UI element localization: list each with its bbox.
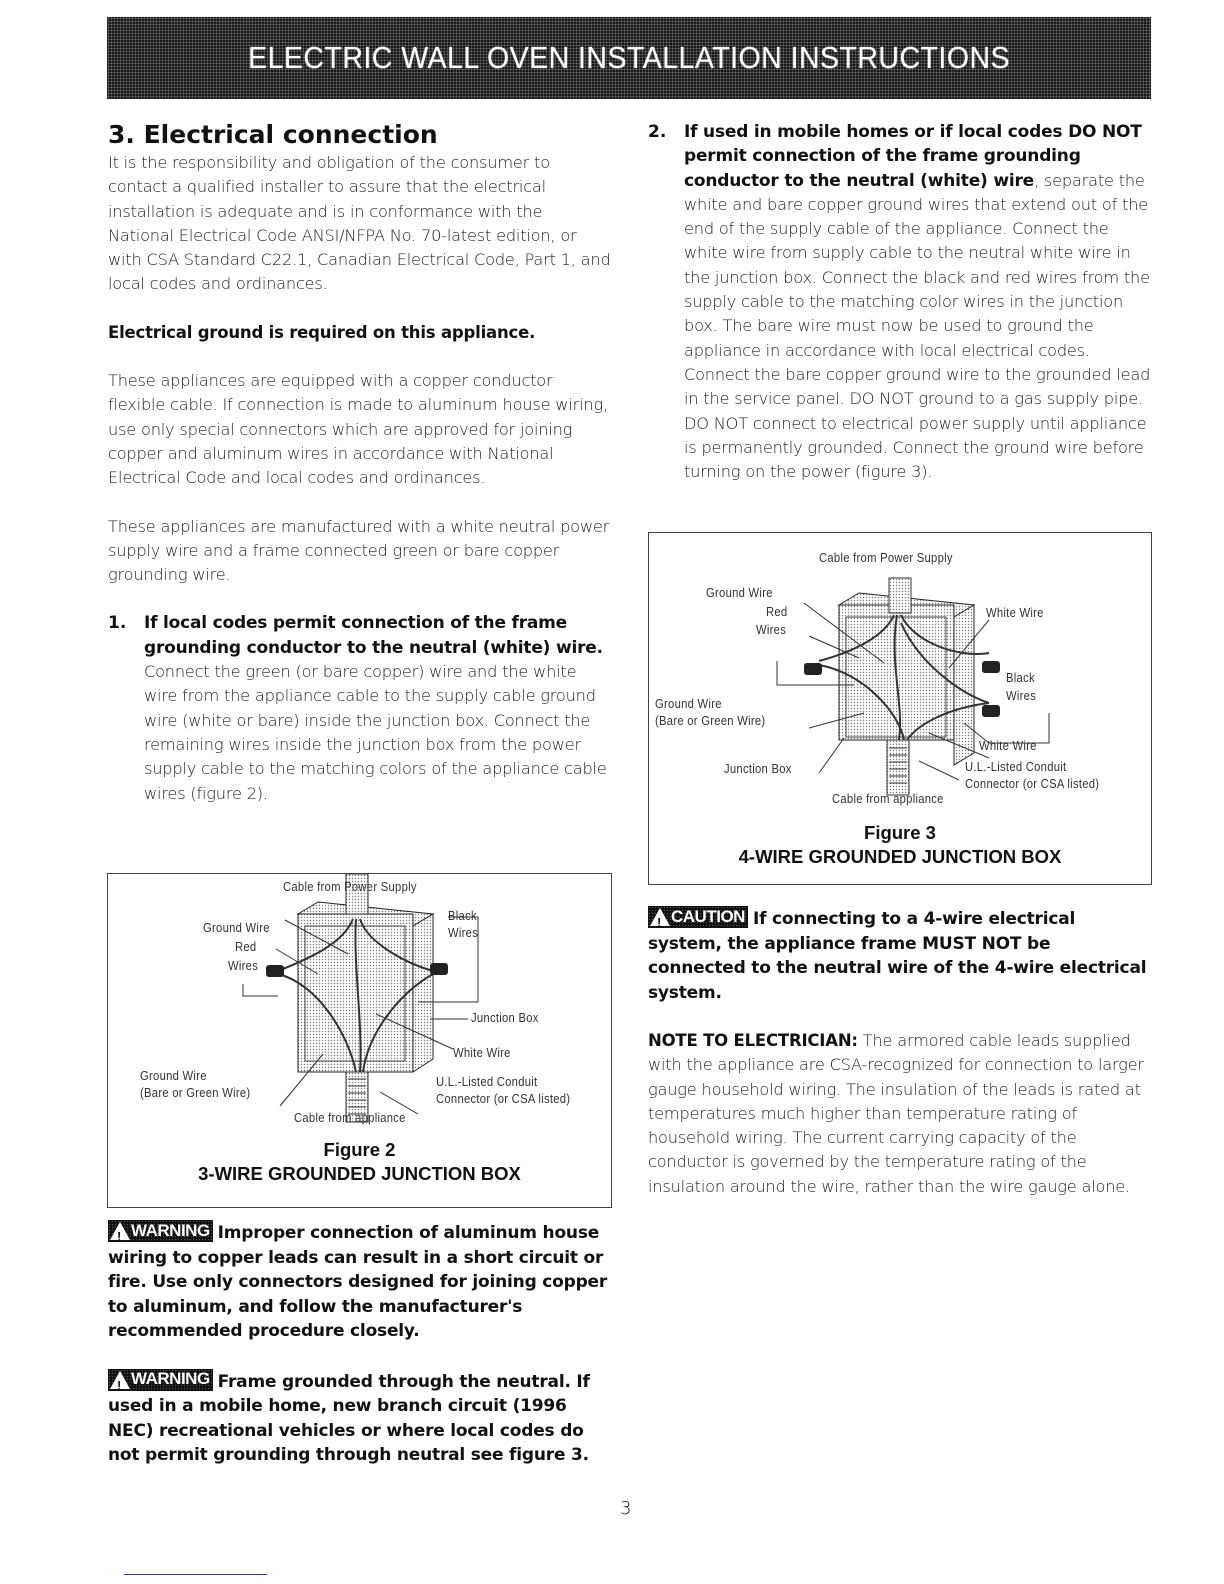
- figure-3-number: Figure 3: [864, 822, 936, 843]
- note-text: The armored cable leads supplied with the appliance are CSA-recognized for connection to larger gauge household wiring. The insulation of the leads is rated at temperatures much higher than temperature rating of household wiring. The current carrying capacity of the conductor is governed by the temperature rating of the insulation around the wire, rather than the wire gauge alone.: [648, 1031, 1144, 1196]
- figure-2: [107, 873, 612, 1208]
- warning-triangle-icon: !: [110, 1371, 130, 1389]
- label-conduit-1: U.L.-Listed Conduit: [965, 760, 1067, 774]
- label-junction-box: Junction Box: [471, 1011, 539, 1025]
- warning-text: Improper connection of aluminum house wiring to copper leads can result in a short circuit or fire. Use only connectors designed for joining copper to aluminum, and follow the manufacturer's recommended procedure closely.: [108, 1223, 608, 1341]
- label-ground-bare-1: Ground Wire: [655, 697, 722, 711]
- note-label: NOTE TO ELECTRICIAN:: [648, 1031, 858, 1050]
- section-title: 3. Electrical connection: [108, 120, 438, 149]
- figure-2-number: Figure 2: [323, 1139, 396, 1160]
- warning-badge: ! WARNING: [108, 1220, 213, 1242]
- label-red-wires: Wires: [756, 623, 787, 637]
- step-number: 1.: [108, 613, 127, 634]
- label-red: Red: [766, 605, 788, 619]
- neutral-paragraph: These appliances are manufactured with a white neutral power supply wire and a frame connected green or bare copper grounding wire.: [108, 516, 610, 585]
- label-ground-bare-2: (Bare or Green Wire): [655, 714, 766, 728]
- label-white-wire-bottom: White Wire: [979, 739, 1037, 753]
- caution-badge: ! CAUTION: [648, 906, 748, 928]
- copper-paragraph: These appliances are equipped with a copper conductor flexible cable. If connection is made to aluminum house wiring, use only special connectors which are approved for joining copper and aluminum wires in accordance with National Electrical Code and local codes and ordinances.: [108, 371, 608, 488]
- label-red: Red: [235, 940, 257, 954]
- warnings-block: [108, 1220, 608, 1468]
- caution-triangle-icon: !: [650, 908, 670, 926]
- label-power-supply: Cable from Power Supply: [283, 880, 417, 894]
- caution-note-block: [648, 906, 1153, 1199]
- page-title: ELECTRIC WALL OVEN INSTALLATION INSTRUCTIONS: [248, 40, 1010, 75]
- note-to-electrician: [648, 1029, 1153, 1199]
- label-ground-bare-2: (Bare or Green Wire): [140, 1086, 251, 1100]
- step-1: [108, 611, 613, 805]
- footer-rule: [124, 1574, 267, 1575]
- figure-3: [648, 532, 1152, 885]
- label-conduit-1: U.L.-Listed Conduit: [436, 1075, 538, 1089]
- label-ground-bare-1: Ground Wire: [140, 1069, 207, 1083]
- label-conduit-2: Connector (or CSA listed): [436, 1092, 571, 1106]
- step-text: Connect the green (or bare copper) wire and the white wire from the appliance cable to the supply cable ground wire (white or bare) inside the junction box. Connect the remaining wires inside the junction box from the power supply cable to the matching colors of the appliance cable wires (figure 2).: [144, 662, 607, 803]
- figure-3-title: 4-WIRE GROUNDED JUNCTION BOX: [738, 846, 1062, 867]
- figure-2-title: 3-WIRE GROUNDED JUNCTION BOX: [198, 1163, 521, 1184]
- warning-triangle-icon: !: [110, 1222, 130, 1240]
- label-black: Black: [1006, 671, 1035, 685]
- label-conduit-2: Connector (or CSA listed): [965, 777, 1100, 791]
- warning-badge: ! WARNING: [108, 1369, 213, 1391]
- label-appliance-cable: Cable from appliance: [832, 792, 944, 806]
- step-heading: If local codes permit connection of the frame grounding conductor to the neutral (white) wire.: [144, 613, 603, 658]
- right-column: [648, 120, 1153, 484]
- ground-required-notice: Electrical ground is required on this appliance.: [108, 322, 536, 342]
- label-black: Black: [448, 909, 477, 923]
- label-red-wires: Wires: [228, 959, 259, 973]
- label-ground-wire: Ground Wire: [706, 586, 773, 600]
- intro-paragraph: It is the responsibility and obligation of the consumer to contact a qualified installer to assure that the electrical installation is adequate and is in conformance with the National Electrical Code ANSI/NFPA No. 70-latest edition, or with CSA Standard C22.1, Canadian Electrical Code, Part 1, and local codes and ordinances.: [108, 153, 611, 294]
- warning-text: Frame grounded through the neutral. If used in a mobile home, new branch circuit (1996 NEC) recreational vehicles or where local codes do not permit grounding through neutral see figure 3.: [108, 1371, 590, 1465]
- label-black-wires: Wires: [1006, 689, 1037, 703]
- caution-text: If connecting to a 4-wire electrical system, the appliance frame MUST NOT be connected to the neutral wire of the 4-wire electrical system.: [648, 909, 1147, 1003]
- step-text: , separate the white and bare copper ground wires that extend out of the end of the supply cable of the appliance. Connect the white wire from supply cable to the neutral white wire in the junction box. Connect the black and red wires from the supply cable to the matching color wires in the junction box. The bare wire must now be used to ground the appliance in accordance with local electrical codes. Connect the bare copper ground wire to the grounded lead in the service panel. DO NOT ground to a gas supply pipe. DO NOT connect to electrical power supply until appliance is permanently grounded. Connect the ground wire before turning on the power (figure 3).: [684, 170, 1151, 482]
- step-heading: If used in mobile homes or if local codes DO NOT permit connection of the frame grounding conductor to the neutral (white) wire: [684, 122, 1142, 191]
- header-banner: [107, 17, 1151, 99]
- label-power-supply: Cable from Power Supply: [819, 551, 953, 565]
- label-junction-box: Junction Box: [724, 762, 792, 776]
- page-number: 3: [620, 1498, 632, 1519]
- label-black-wires: Wires: [448, 926, 479, 940]
- left-column: [108, 120, 613, 806]
- warning-frame-neutral: [108, 1369, 608, 1468]
- warning-aluminum: [108, 1220, 608, 1344]
- label-appliance-cable: Cable from appliance: [294, 1111, 406, 1125]
- label-ground-wire: Ground Wire: [203, 921, 270, 935]
- label-white-wire-top: White Wire: [986, 606, 1044, 620]
- caution-4wire: [648, 906, 1153, 1005]
- label-white-wire: White Wire: [453, 1046, 511, 1060]
- step-number: 2.: [648, 122, 667, 142]
- step-2: [648, 120, 1153, 484]
